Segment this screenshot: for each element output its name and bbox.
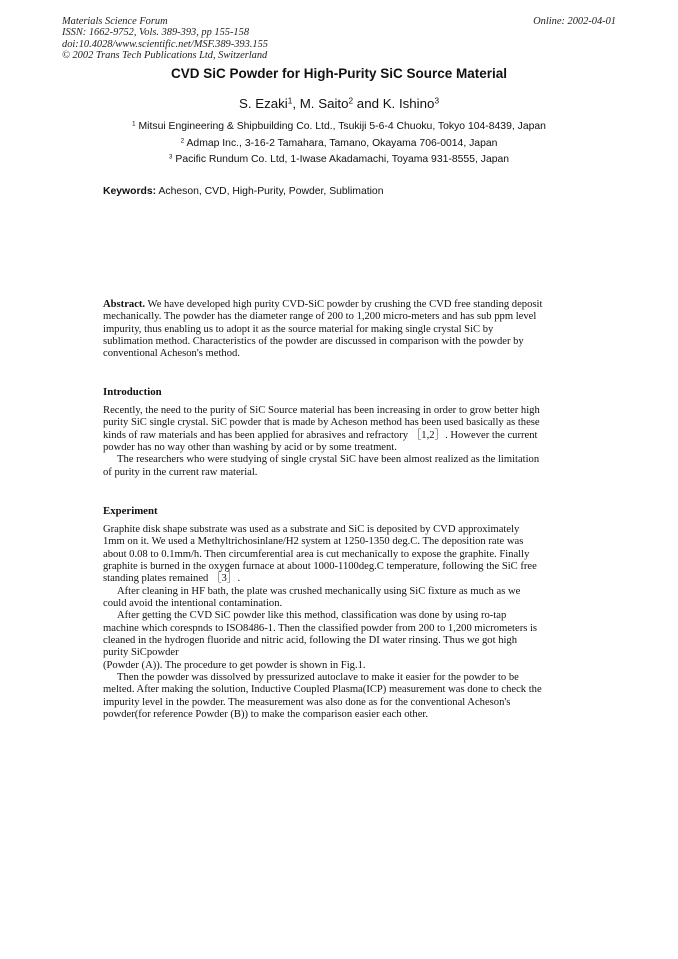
journal-name: Materials Science Forum (62, 16, 168, 27)
author-separator: and (353, 96, 383, 111)
paragraph: The researchers who were studying of single crystal SiC have been almost realized as the limitation of purity in the current raw material. (103, 454, 540, 478)
author-name: S. Ezaki (238, 96, 288, 111)
author-name: K. Ishino (382, 96, 435, 111)
affiliation (0, 138, 678, 149)
journal-issn: ISSN: 1662-9752, Vols. 389-393, pp 155-158 (62, 27, 250, 39)
paragraph: (Powder (A)). The procedure to get powder is shown in Fig.1. (103, 659, 366, 671)
paragraph: After cleaning in HF bath, the plate was crushed mechanically using SiC fixture as much as we could avoid the intentional contamination. (103, 585, 521, 610)
abstract-label: Abstract. (103, 299, 146, 310)
paper-title: CVD SiC Powder for High-Purity SiC Source Material (170, 66, 508, 81)
keywords (103, 186, 384, 197)
affiliation-mark: 1 (132, 120, 136, 128)
affiliation (0, 154, 678, 165)
introduction-heading: Introduction (103, 386, 162, 398)
affiliation-mark: 2 (180, 137, 185, 145)
online-date: Online: 2002-04-01 (533, 16, 616, 27)
author-list (0, 96, 678, 111)
paragraph: Recently, the need to the purity of SiC Source material has been increasing in order to grow better high purity SiC single crystal. SiC powder that is made by Acheson method has been used basically as these kinds of raw materials and has been applied for abrasives and refractory ［1,2］. However the current powder has no way other than washing by acid or by some treatment. (103, 405, 540, 454)
abstract (103, 299, 543, 361)
author-affiliation-mark: 3 (434, 96, 440, 106)
author-name: M. Saito (299, 96, 349, 111)
author-separator: , (292, 96, 300, 111)
journal-doi[interactable]: doi:10.4028/www.scientific.net/MSF.389-393.155 (62, 38, 268, 50)
paragraph: Graphite disk shape substrate was used as a substrate and SiC is deposited by CVD approximately 1mm on it. We used a Methyltrichosinlane/H2 system at 1250-1350 deg.C. The deposition rate was about 0.08 to 0.1mm/h. Then circumferential area is cut mechanically to expose the graphite. Finally graphite is burned in the oxygen furnace at about 1000-1100deg.C temperature, following the SiC free standing plates remained ［3］. (103, 524, 537, 585)
introduction-body (103, 405, 543, 479)
affiliation-text: Mitsui Engineering & Shipbuilding Co. Ltd., Tsukiji 5-6-4 Chuoku, Tokyo 104-8439, Japan (138, 121, 546, 132)
paragraph: Then the powder was dissolved by pressurized autoclave to make it easier for the powder to be melted. After making the solution, Inductive Coupled Plasma(ICP) measurement was done to check the impurity level in the powder. The measurement was also done as for the conventional Acheson's powder(for reference Powder (B)) to make the comparison easier each other. (103, 672, 542, 721)
author-affiliation-mark: 1 (287, 96, 293, 106)
keywords-text: Acheson, CVD, High-Purity, Powder, Sublimation (158, 186, 384, 197)
affiliation-text: Admap Inc., 3-16-2 Tamahara, Tamano, Okayama 706-0014, Japan (186, 138, 498, 149)
experiment-heading: Experiment (103, 505, 158, 517)
journal-info (62, 16, 268, 62)
author-affiliation-mark: 2 (348, 96, 354, 106)
affiliation-mark: 3 (168, 153, 173, 161)
affiliation (0, 121, 678, 132)
keywords-label: Keywords: (103, 186, 157, 197)
journal-copyright: © 2002 Trans Tech Publications Ltd, Switzerland (62, 50, 268, 62)
paragraph: After getting the CVD SiC powder like this method, classification was done by using ro-tap machine which corespnds to ISO8486-1. Then the classified powder from 200 to 1,200 micrometers is cleaned in the hydrogen fluoride and nitric acid, following the DI water rinsing. Thus we got high purity SiCpowder (103, 610, 538, 659)
affiliation-text: Pacific Rundum Co. Ltd, 1-Iwase Akadamachi, Toyama 931-8555, Japan (175, 154, 510, 165)
experiment-body (103, 524, 543, 722)
abstract-text: We have developed high purity CVD-SiC powder by crushing the CVD free standing deposit mechanically. The powder has the diameter range of 200 to 1,200 micro-meters and has sub ppm level impurity, thus enabling us to adopt it as the source material for making single crystal SiC by sublimation method. Characteristics of the powder are discussed in comparison with the powder by conventional Acheson's method. (103, 299, 543, 360)
